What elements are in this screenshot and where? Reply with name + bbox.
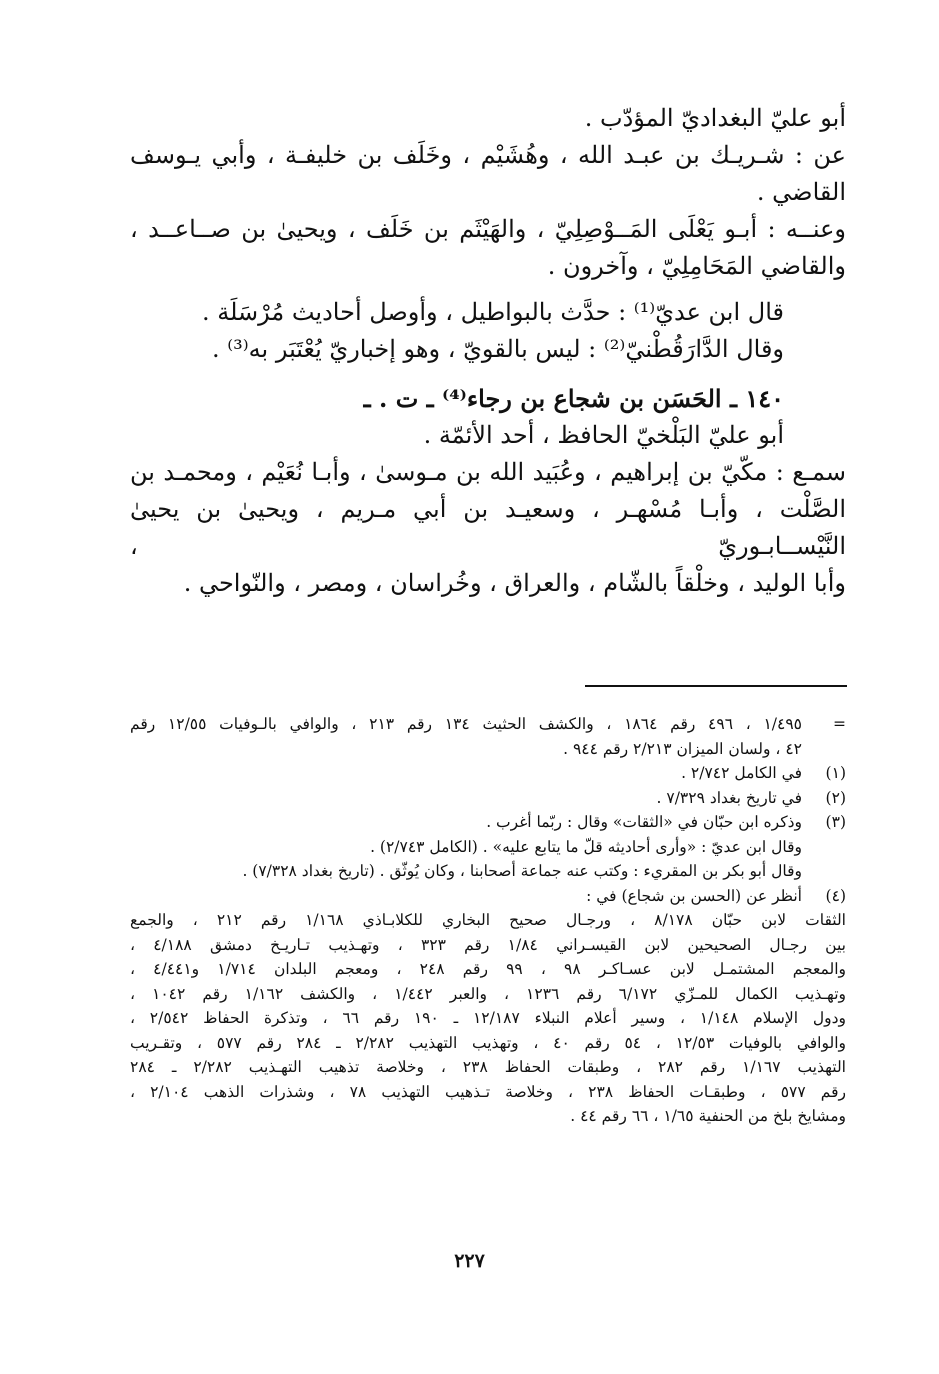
footnote-line: ومشايخ بلخ من الحنفية ١/٦٥ ، ٦٦ رقم ٤٤ . bbox=[570, 1107, 846, 1125]
text-line: قال ابن عديّ⁽¹⁾ : حدَّث بالبواطيل ، وأوصل أحاديث مُرْسَلَة . bbox=[201, 298, 784, 326]
footnote-4-body bbox=[130, 908, 846, 1129]
footnote-line: والوافي بالوفيات ١٢/٥٣ ، ٥٤ رقم ٤٠ ، وتهذيب التهذيب ٢/٢٨٢ ـ ٢٨٤ رقم ٥٧٧ ، وتقـريب bbox=[130, 1033, 846, 1052]
footnote-line: والمعجم المشتمـل لابن عسـاكـر ٩٨ ، ٩٩ رقم ٢٤٨ ، ومعجم البلدان ١/٧١٤ و٤/٤٤١ ، bbox=[130, 960, 846, 978]
footnote-line: في الكامل ٢/٧٤٢ . bbox=[681, 764, 802, 782]
entry-heading: ١٤٠ ـ الحَسَن بن شجاع بن رجاء⁽⁴⁾ ـ ت . ـ bbox=[363, 384, 784, 413]
footnote-line: وقال أبو بكر بن المقريء : وكتب عنه جماعة أصحابنا ، وكان يُوثّق . (تاريخ بغداد ٧/٣٢٨) . bbox=[242, 862, 802, 880]
footnote-line: أنظر عن (الحسن بن شجاع) في : bbox=[586, 886, 802, 905]
footnote-mark: = bbox=[833, 715, 846, 733]
footnote-number: (٢) bbox=[825, 788, 846, 807]
text-line: القاضي . bbox=[756, 178, 846, 206]
footnote-number: (٤) bbox=[825, 886, 846, 905]
footnote-line: وذكره ابن حبّان في «الثقات» وقال : ربّما أغرب . bbox=[486, 813, 802, 831]
text-line: أبو عليّ البغداديّ المؤدّب . bbox=[584, 104, 846, 132]
footnote-4 bbox=[130, 884, 846, 909]
footnote-line: الثقات لابن حبّان ٨/١٧٨ ، ورجـال صحيح البخاري للكلابـاذي ١/١٦٨ رقم ٢١٢ ، والجمع bbox=[130, 911, 846, 929]
text-line: سمـع : مكّيّ بن إبراهيم ، وعُبَيد الله بن مـوسىٰ ، وأبـا نُعَيْم ، ومحمـد بن bbox=[130, 458, 846, 486]
footnote-line: ٤٢ ، ولسان الميزان ٢/٢١٣ رقم ٩٤٤ . bbox=[563, 739, 802, 758]
text-line: والقاضي المَحَامِلِيّ ، وآخرون . bbox=[547, 252, 846, 280]
footnote-number: (١) bbox=[825, 764, 846, 782]
page-number: ٢٢٧ bbox=[454, 1250, 485, 1272]
footnote-line: في تاريخ بغداد ٧/٣٢٩ . bbox=[656, 788, 802, 807]
text-line: وقال الدَّارَقُطْنيّ⁽²⁾ : ليس بالقويّ ، وهو إخباريّ يُعْتَبَر به⁽³⁾ . bbox=[211, 335, 784, 363]
footnote-line: بين رجـال الصحيحين لابن القيسـراني ١/٨٤ رقم ٣٢٣ ، وتهـذيب تـاريـخ دمشق ٤/١٨٨ ، bbox=[130, 935, 846, 954]
footnote-line: وتهـذيب الكمال للمـزّي ٦/١٧٢ رقم ١٢٣٦ ، والعبر ١/٤٤٢ ، والكشف ١/١٦٢ رقم ١٠٤٢ ، bbox=[130, 984, 846, 1003]
text-line: عن : شـريـك بن عبـد الله ، وهُشَيْم ، وخَلَف بن خليفـة ، وأبي يـوسف bbox=[130, 141, 846, 169]
footnote-continuation bbox=[130, 712, 846, 761]
main-text bbox=[130, 100, 846, 602]
text-line: أبو عليّ البَلْخيّ الحافظ ، أحد الأئمّة . bbox=[423, 421, 784, 449]
footnote-line: وقال ابن عديّ : «وأرى أحاديثه قلّ ما يتابع عليه» . (الكامل ٢/٧٤٣) . bbox=[370, 837, 802, 856]
footnote-divider bbox=[585, 685, 847, 687]
footnote-line: التهذيب ١/١٦٧ رقم ٢٨٢ ، وطبقات الحفاظ ٢٣٨ ، وخلاصة تذهيب التهـذيب ٢/٢٨٢ ـ ٢٨٤ bbox=[130, 1058, 846, 1076]
text-line: الصَّلْت ، وأبـا مُسْهـر ، وسعيـد بن أبي مـريم ، ويحيىٰ بن يحيىٰ النَّيْســابـوريّ ، bbox=[130, 495, 846, 560]
footnote-line: رقم ٥٧٧ ، وطبقـات الحفاظ ٢٣٨ ، وخلاصة تـذهيب التهذيب ٧٨ ، وشذرات الذهب ٢/١٠٤ ، bbox=[130, 1082, 846, 1101]
footnote-line: ودول الإسلام ١/١٤٨ ، وسير أعلام النبلاء ١٢/١٨٧ ـ ١٩٠ رقم ٦٦ ، وتذكرة الحفاظ ٢/٥٤٢ ، bbox=[130, 1009, 846, 1027]
footnote-2 bbox=[130, 786, 846, 811]
footnotes bbox=[130, 712, 846, 1129]
footnote-line: ١/٤٩٥ ، ٤٩٦ رقم ١٨٦٤ ، والكشف الحثيث ١٣٤ رقم ٢١٣ ، والوافي بالـوفيات ١٢/٥٥ رقم bbox=[130, 715, 802, 733]
footnote-1 bbox=[130, 761, 846, 786]
text-line: وأبا الوليد ، وخلْقاً بالشّام ، والعراق ، وخُراسان ، ومصر ، والنّواحي . bbox=[183, 569, 846, 597]
footnote-3 bbox=[130, 810, 846, 884]
footnote-number: (٣) bbox=[825, 813, 846, 831]
text-line: وعنــه : أبـو يَعْلَى المَــوْصِلِيّ ، والهَيْثَم بن خَلَف ، ويحيىٰ بن صــاعــد ، bbox=[130, 215, 846, 243]
